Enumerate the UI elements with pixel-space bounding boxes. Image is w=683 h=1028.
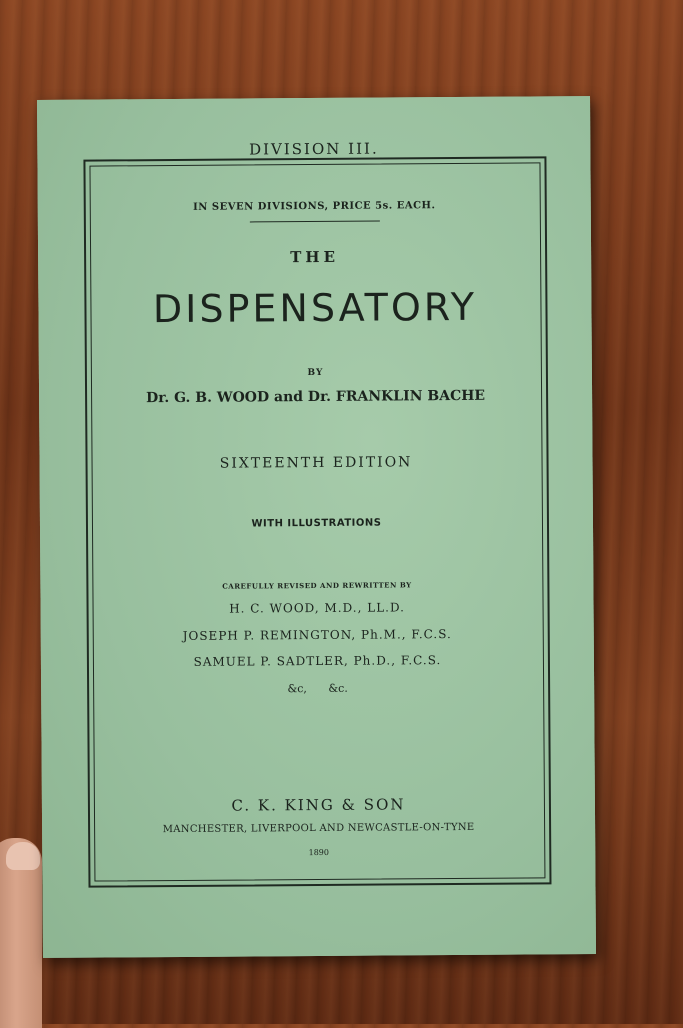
price-line: IN SEVEN DIVISIONS, PRICE 5s. EACH. bbox=[193, 200, 436, 213]
publisher-cities: MANCHESTER, LIVERPOOL AND NEWCASTLE-ON-TYNE bbox=[162, 821, 475, 836]
et-cetera: &c, &c. bbox=[287, 681, 348, 696]
edition: SIXTEENTH EDITION bbox=[219, 454, 413, 472]
by-label: BY bbox=[307, 367, 324, 379]
illustrations-note: WITH ILLUSTRATIONS bbox=[251, 517, 382, 530]
thumbnail-nail bbox=[6, 842, 40, 870]
editor-2: JOSEPH P. REMINGTON, Ph.M., F.C.S. bbox=[182, 627, 452, 643]
book-cover bbox=[37, 96, 596, 958]
publisher: C. K. KING & SON bbox=[231, 795, 406, 815]
book-title: DISPENSATORY bbox=[152, 284, 478, 332]
revised-by: CAREFULLY REVISED AND REWRITTEN BY bbox=[222, 580, 412, 591]
editor-3: SAMUEL P. SADTLER, Ph.D., F.C.S. bbox=[193, 653, 442, 669]
title-article: THE bbox=[290, 247, 340, 267]
publication-year: 1890 bbox=[308, 847, 329, 858]
division-label: DIVISION III. bbox=[248, 139, 379, 159]
editor-1: H. C. WOOD, M.D., LL.D. bbox=[229, 600, 406, 616]
authors: Dr. G. B. WOOD and Dr. FRANKLIN BACHE bbox=[146, 387, 486, 407]
